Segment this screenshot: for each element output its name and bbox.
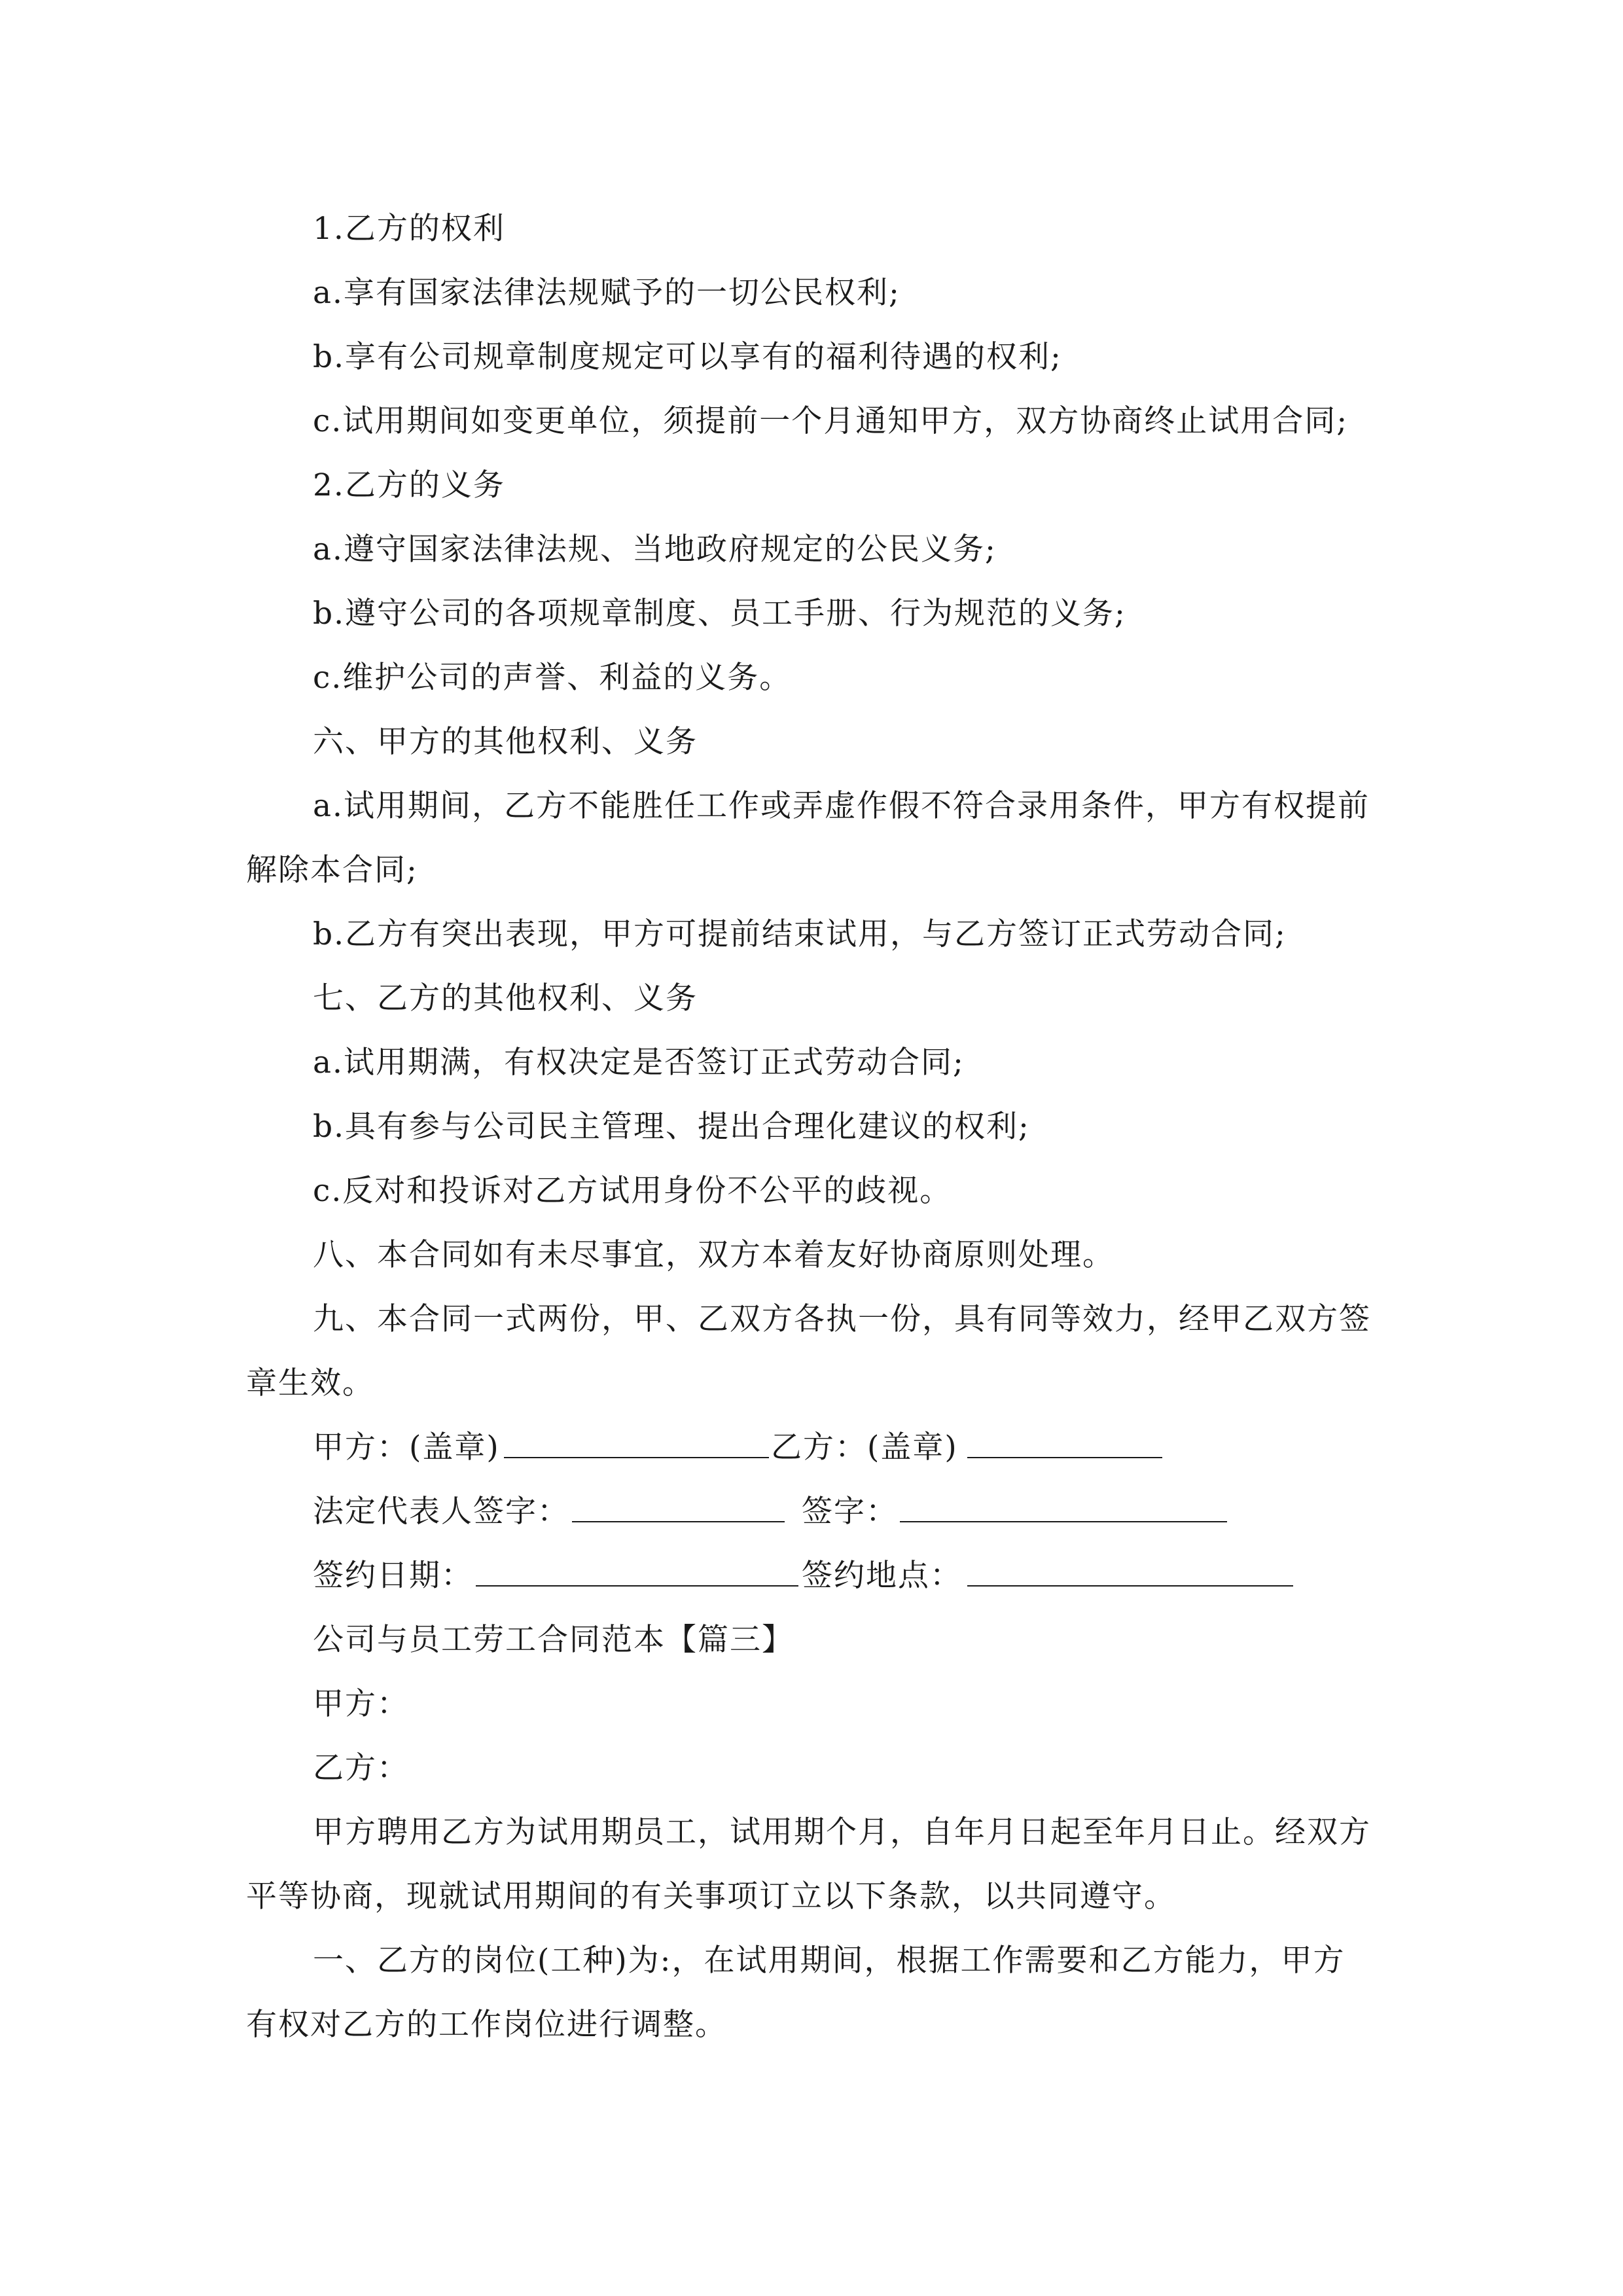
paragraph-line: 甲方聘用乙方为试用期员工，试用期个月，自年月日起至年月日止。经双方 [313, 1814, 1371, 1850]
section-title: 公司与员工劳工合同范本【篇三】 [313, 1622, 794, 1658]
party-b-seal-blank[interactable] [967, 1428, 1162, 1468]
clause-line: c.试用期间如变更单位，须提前一个月通知甲方，双方协商终止试用合同; [313, 403, 1349, 439]
paragraph-line: 一、乙方的岗位(工种)为:，在试用期间，根据工作需要和乙方能力，甲方 [313, 1943, 1346, 1979]
sign-date-label: 签约日期： [313, 1558, 473, 1594]
sign-date-blank[interactable] [476, 1556, 798, 1596]
section-heading-7: 七、乙方的其他权利、义务 [313, 980, 698, 1016]
section-heading-8: 八、本合同如有未尽事宜，双方本着友好协商原则处理。 [313, 1237, 1115, 1273]
section-heading-9: 九、本合同一式两份，甲、乙双方各执一份，具有同等效力，经甲乙双方签 [313, 1301, 1371, 1337]
sign-blank[interactable] [900, 1492, 1227, 1532]
section-heading-6: 六、甲方的其他权利、义务 [313, 724, 698, 760]
legal-rep-sign-blank[interactable] [572, 1492, 785, 1532]
clause-line: b.具有参与公司民主管理、提出合理化建议的权利; [313, 1109, 1030, 1145]
paragraph-line-continued: 平等协商，现就试用期间的有关事项订立以下条款，以共同遵守。 [246, 1878, 1176, 1914]
clause-line: a.遵守国家法律法规、当地政府规定的公民义务; [313, 531, 997, 567]
clause-line: c.反对和投诉对乙方试用身份不公平的歧视。 [313, 1173, 952, 1209]
clause-line: b.遵守公司的各项规章制度、员工手册、行为规范的义务; [313, 596, 1126, 632]
clause-line: a.试用期间，乙方不能胜任工作或弄虚作假不符合录用条件，甲方有权提前 [313, 788, 1370, 824]
party-b-seal-label: 乙方：(盖章) [771, 1429, 958, 1465]
party-a-seal-blank[interactable] [504, 1428, 769, 1468]
clause-line: a.享有国家法律法规赋予的一切公民权利; [313, 275, 901, 311]
party-a-label: 甲方： [313, 1686, 409, 1722]
clause-line: a.试用期满，有权决定是否签订正式劳动合同; [313, 1045, 965, 1081]
clause-line-continued: 解除本合同; [246, 852, 418, 888]
sign-label: 签字： [802, 1494, 898, 1530]
paragraph-line-continued: 有权对乙方的工作岗位进行调整。 [246, 2007, 727, 2043]
clause-line-continued: 章生效。 [246, 1365, 374, 1401]
clause-line: c.维护公司的声誉、利益的义务。 [313, 660, 792, 696]
sign-place-label: 签约地点： [802, 1558, 962, 1594]
clause-line: b.享有公司规章制度规定可以享有的福利待遇的权利; [313, 339, 1062, 375]
heading-party-b-duties: 2.乙方的义务 [313, 467, 505, 503]
heading-party-b-rights: 1.乙方的权利 [313, 211, 505, 247]
clause-line: b.乙方有突出表现，甲方可提前结束试用，与乙方签订正式劳动合同; [313, 916, 1287, 952]
sign-place-blank[interactable] [967, 1556, 1293, 1596]
party-b-label: 乙方： [313, 1750, 409, 1786]
party-a-seal-label: 甲方：(盖章) [313, 1429, 500, 1465]
legal-rep-sign-label: 法定代表人签字： [313, 1494, 569, 1530]
